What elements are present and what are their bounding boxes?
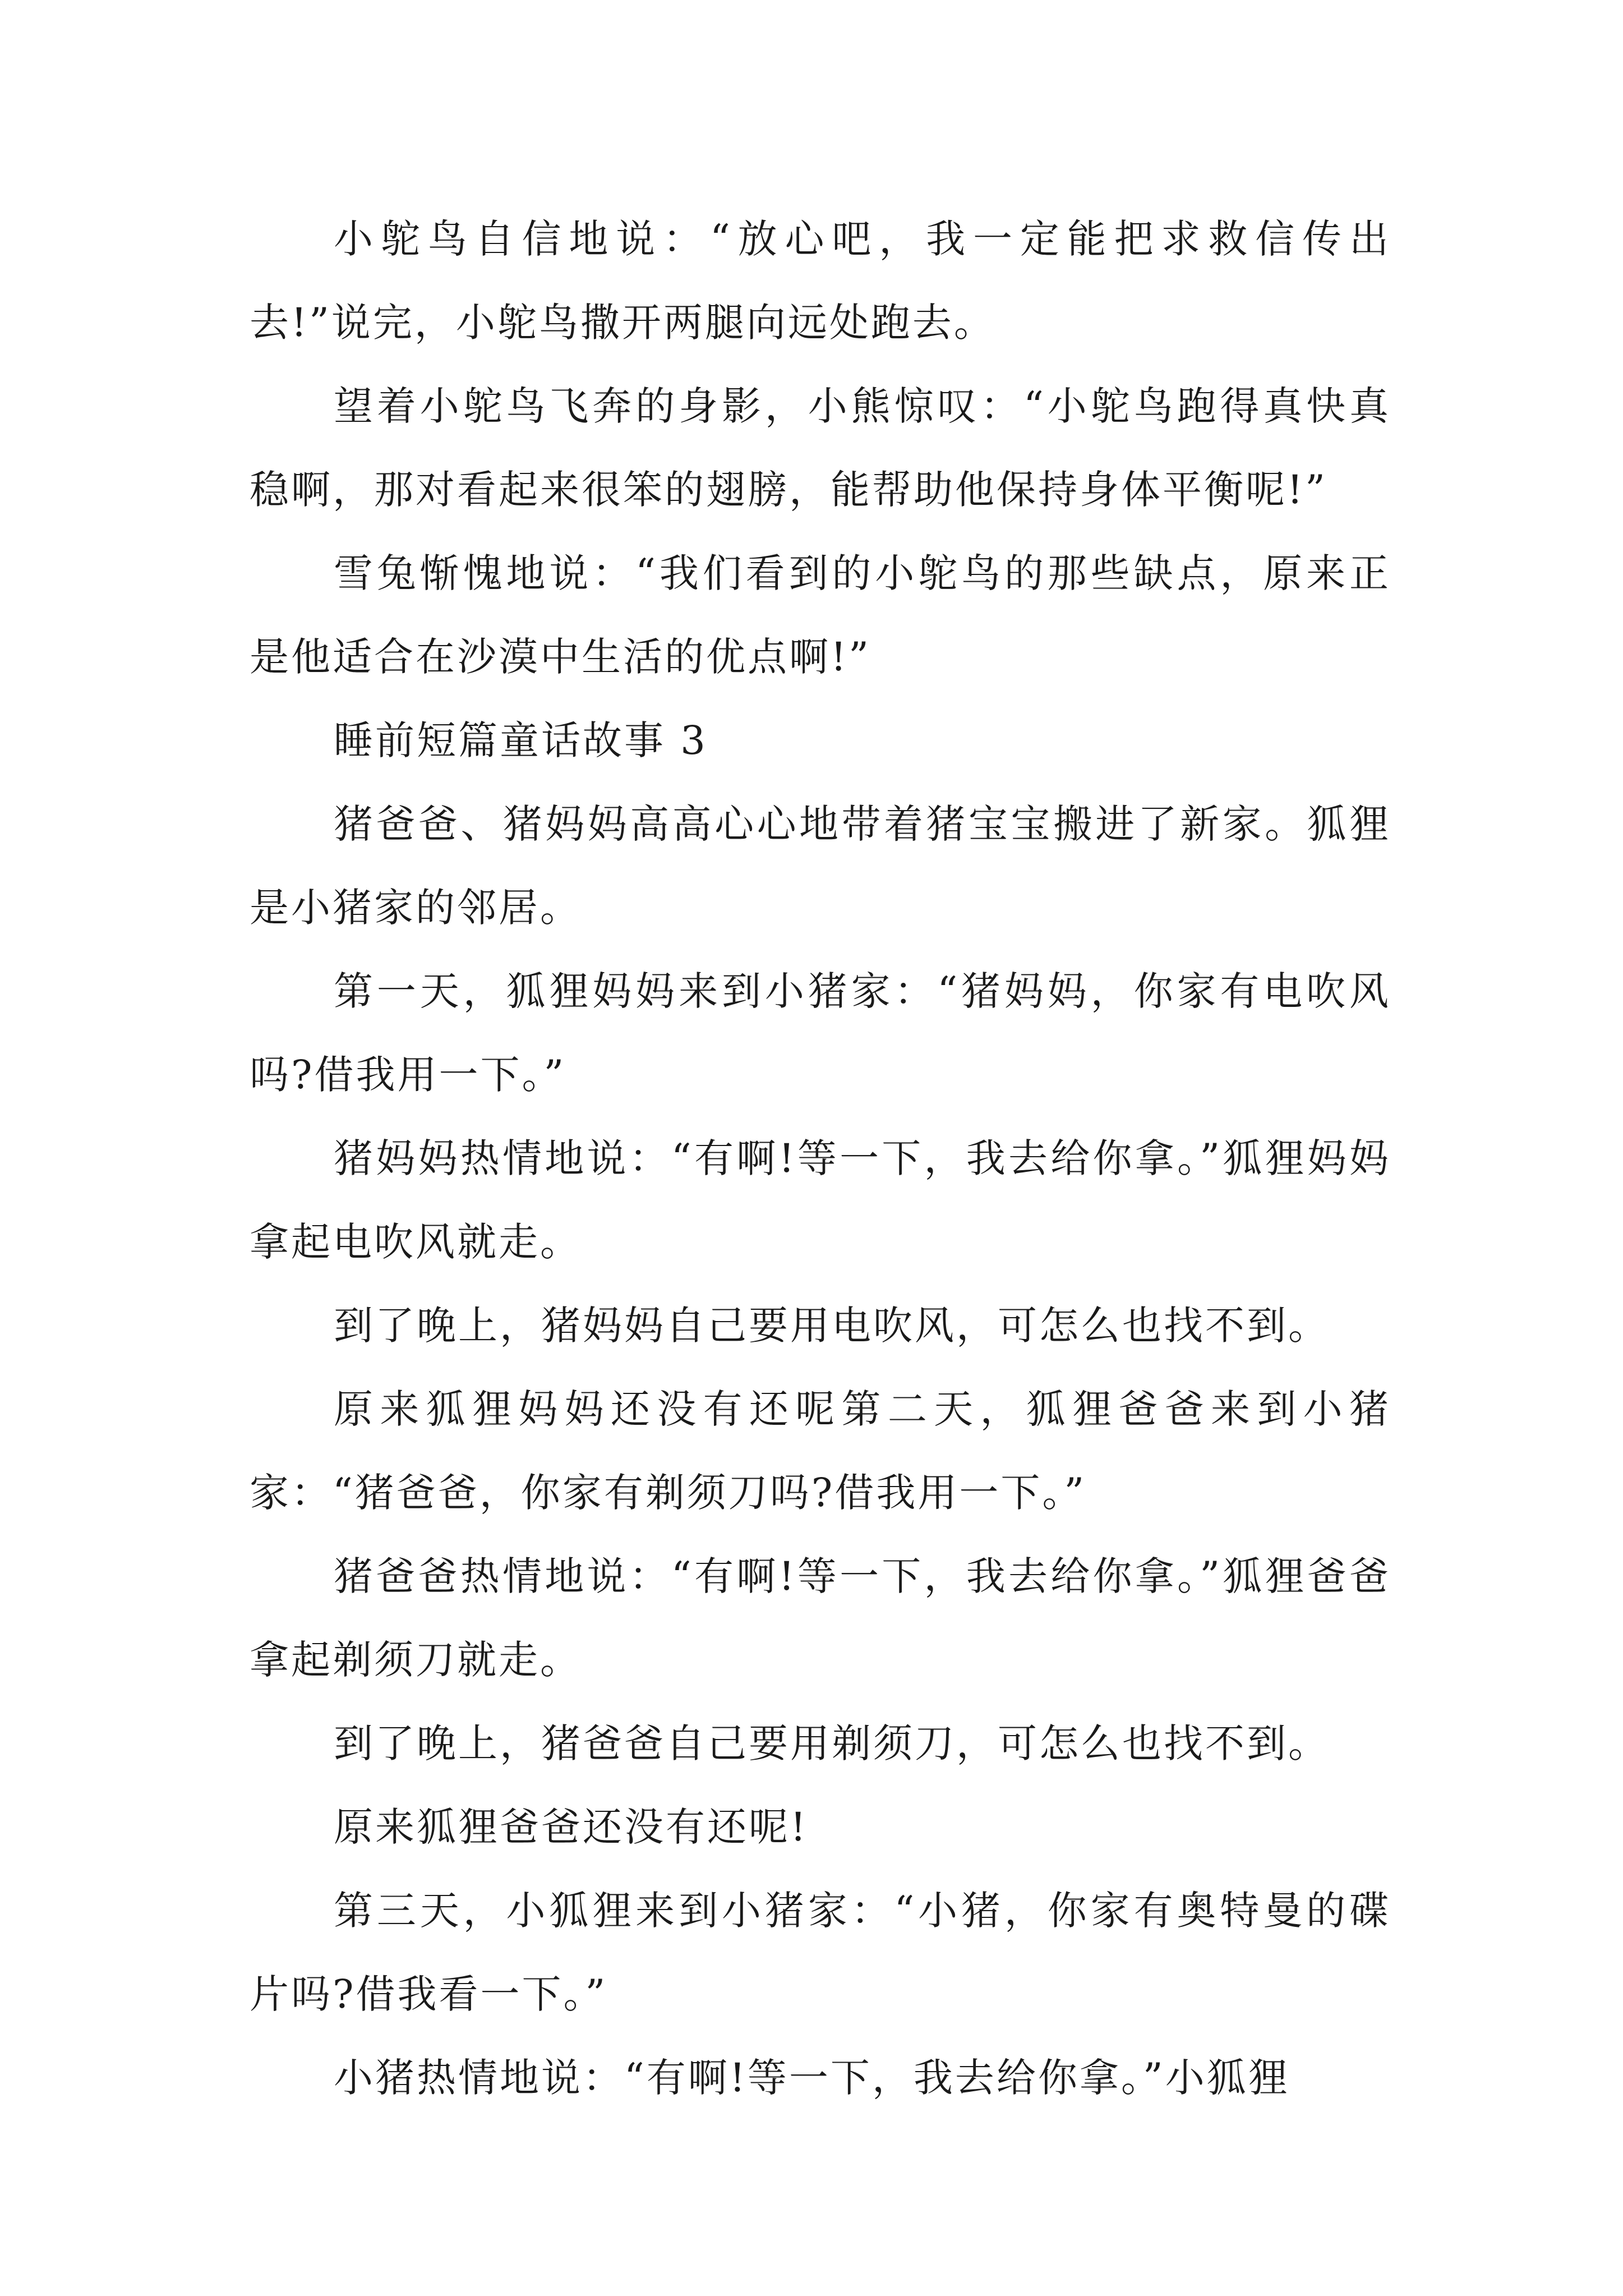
story-heading: 睡前短篇童话故事 3 (334, 717, 708, 763)
paragraph: 到了晚上，猪妈妈自己要用电吹风，可怎么也找不到。 (334, 1303, 1330, 1349)
paragraph: 雪兔惭愧地说：“我们看到的小鸵鸟的那些缺点，原来正是他适合在沙漠中生活的优点啊!” (250, 550, 1391, 680)
paragraph: 到了晚上，猪爸爸自己要用剃须刀，可怎么也找不到。 (334, 1720, 1330, 1766)
paragraph: 望着小鸵鸟飞奔的身影，小熊惊叹：“小鸵鸟跑得真快真稳啊，那对看起来很笨的翅膀，能帮助他保持身体平衡呢!” (250, 383, 1391, 513)
paragraph: 小猪热情地说：“有啊!等一下，我去给你拿。”小狐狸 (334, 2055, 1290, 2101)
paragraph: 猪爸爸热情地说：“有啊!等一下，我去给你拿。”狐狸爸爸拿起剃须刀就走。 (250, 1553, 1391, 1683)
paragraph: 第三天，小狐狸来到小猪家：“小猪，你家有奥特曼的碟片吗?借我看一下。” (250, 1888, 1391, 2017)
paragraph: 猪爸爸、猪妈妈高高心心地带着猪宝宝搬进了新家。狐狸是小猪家的邻居。 (250, 801, 1391, 931)
paragraph: 原来狐狸爸爸还没有还呢! (334, 1804, 809, 1850)
paragraph: 猪妈妈热情地说：“有啊!等一下，我去给你拿。”狐狸妈妈拿起电吹风就走。 (250, 1135, 1391, 1265)
paragraph: 第一天，狐狸妈妈来到小猪家：“猪妈妈，你家有电吹风吗?借我用一下。” (250, 968, 1391, 1098)
story-text (250, 197, 1391, 2120)
paragraph: 小鸵鸟自信地说：“放心吧，我一定能把求救信传出去!”说完，小鸵鸟撒开两腿向远处跑去。 (250, 216, 1391, 346)
paragraph: 原来狐狸妈妈还没有还呢第二天，狐狸爸爸来到小猪家：“猪爸爸，你家有剃须刀吗?借我用一下。” (250, 1386, 1391, 1516)
